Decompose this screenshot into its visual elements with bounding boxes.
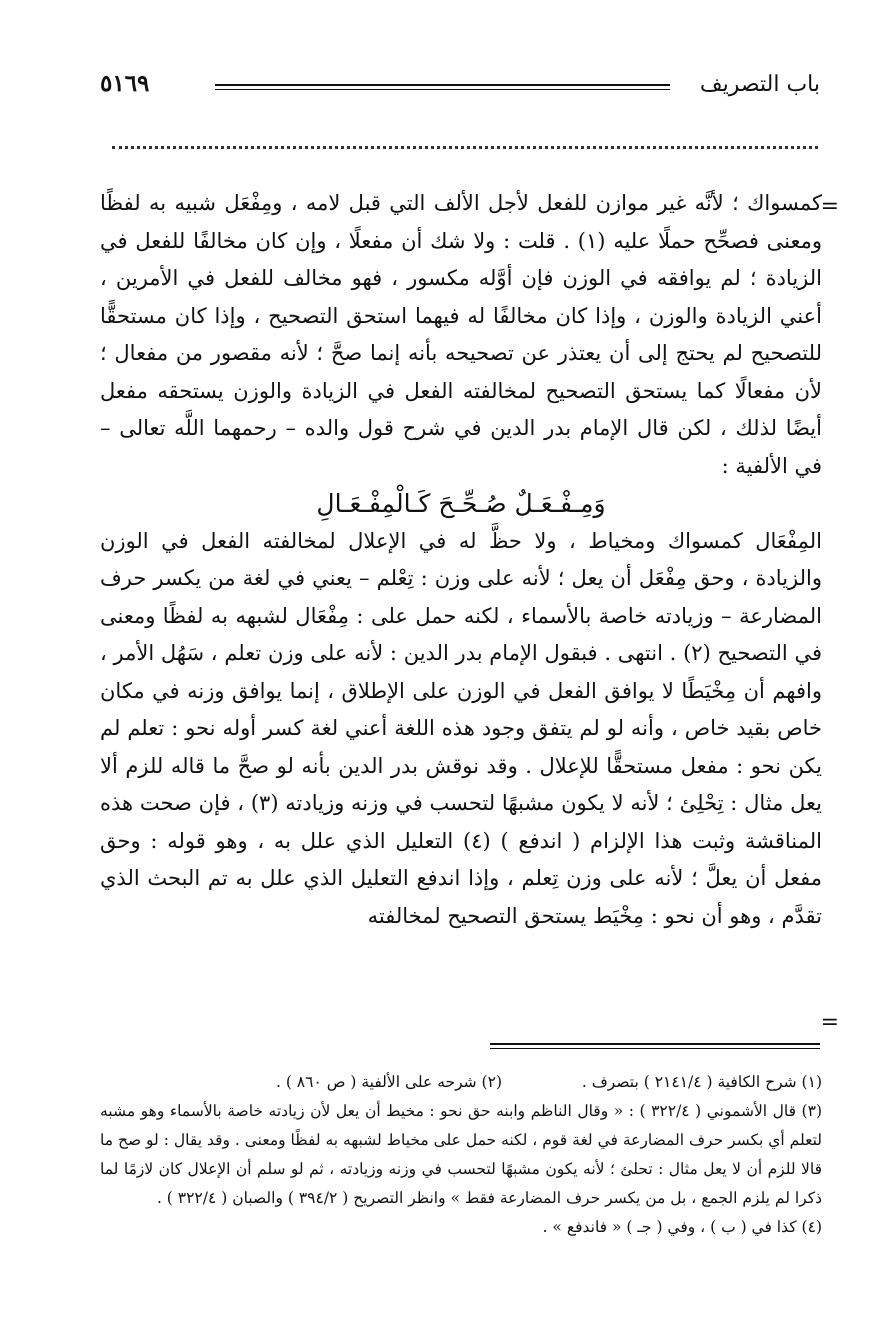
footnotes [100, 1068, 822, 1242]
page-header [100, 66, 820, 106]
dotted-separator [112, 146, 818, 149]
verse-line: وَمِـفْـعَـلٌ صُـحِّـحَ كَـالْمِفْـعَـالِ [316, 489, 606, 518]
chapter-title: باب التصريف [699, 72, 820, 97]
footnote-2: (٢) شرحه على الألفية ( ص ٨٦٠ ) . [275, 1073, 502, 1091]
page-number: ٥١٦٩ [100, 70, 150, 97]
header-rule [215, 84, 670, 90]
footnote-4: (٤) كذا في ( ب ) ، وفي ( جـ ) « فاندفع » . [542, 1218, 822, 1236]
continuation-mark-bottom: = [820, 1010, 839, 1035]
paragraph-2: المِفْعَال كمسواك ومخياط ، ولا حظَّ له في الإعلال لمخالفته الفعل في الوزن والزيادة ، وحق مِفْعَل أن يعل ؛ لأنه على وزن : تِعْلم – يعني في لغة من يكسر حرف المضارعة – وزيادته خاصة بالأسماء ، لكنه حمل على : مِفْعَال لشبهه به لفظًا ومعنى في التصحيح (٢) . انتهى . فبقول الإمام بدر الدين : لأنه على وزن تعلم ، سَهُل الأمر ، وافهم أن مِخْيَطًا لا يوافق الفعل في الوزن على الإطلاق ، إنما يوافق وزنه في مكان خاص بقيد خاص ، وأنه لو لم يتفق وجود هذه اللغة أعني لغة كسر أوله نحو : تعلم لم يكن نحو : مفعل مستحقًّا للإعلال . وقد نوقش بدر الدين بأنه لو صحَّ ما قاله للزم ألا يعل مثال : تِحْلِئ ؛ لأنه لا يكون مشبهًا لتحسب في وزنه وزيادته (٣) ، فإن صحت هذه المناقشة وثبت هذا الإلزام ( اندفع ) (٤) التعليل الذي علل به ، وهو قوله : وحق مفعل أن يعلَّ ؛ لأنه على وزن تِعلم ، وإذا اندفع التعليل الذي علل به تم البحث الذي تقدَّم ، وهو أن نحو : مِخْيَط يستحق التصحيح لمخالفته [100, 528, 822, 928]
footnote-row-1-2 [100, 1068, 822, 1097]
footnote-1: (١) شرح الكافية ( ٢١٤١/٤ ) بتصرف . [581, 1073, 822, 1091]
footnote-rule [490, 1043, 820, 1049]
continuation-mark-top: = [820, 194, 839, 219]
footnote-3: (٣) قال الأشموني ( ٣٢٢/٤ ) : « وقال الناظم وابنه حق نحو : مخيط أن يعل لأن زيادته خاصة بالأسماء وهو مشبه لتعلم أي بكسر حرف المضارعة في لغة قوم ، لكنه حمل على مخياط لشبهه به لفظًا ومعنى . وقد يقال : لو صح ما قالا للزم أن لا يعل مثال : تحلئ ؛ لأنه يكون مشبهًا لتحسب في وزنه وزيادته ، ثم لو سلم أن الإعلال كان لازمًا لما ذكرا لم يلزم الجمع ، بل من يكسر حرف المضارعة فقط » وانظر التصريح ( ٣٩٤/٢ ) والصبان ( ٣٢٢/٤ ) . [100, 1102, 822, 1207]
paragraph-1: كمسواك ؛ لأنَّه غير موازن للفعل لأجل الألف التي قبل لامه ، ومِفْعَل شبيه به لفظًا ومعنى فصحِّح حملًا عليه (١) . قلت : ولا شك أن مفعلًا ، وإن كان مخالفًا للفعل في الزيادة ؛ لم يوافقه في الوزن فإن أوَّله مكسور ، فهو مخالف للفعل في الأمرين ، أعني الزيادة والوزن ، وإذا كان مخالفًا له فيهما استحق التصحيح ، وإذا كان مستحقًّا للتصحيح لم يحتج إلى أن يعتذر عن تصحيحه بأنه إنما صحَّ ؛ لأنه مقصور من مفعال ؛ لأن مفعالًا كما يستحق التصحيح لمخالفته الفعل في الزيادة والوزن يستحقه مفعل أيضًا لذلك ، لكن قال الإمام بدر الدين في شرح قول والده – رحمهما اللَّه تعالى – في الألفية : [100, 191, 822, 478]
main-text [100, 185, 822, 935]
